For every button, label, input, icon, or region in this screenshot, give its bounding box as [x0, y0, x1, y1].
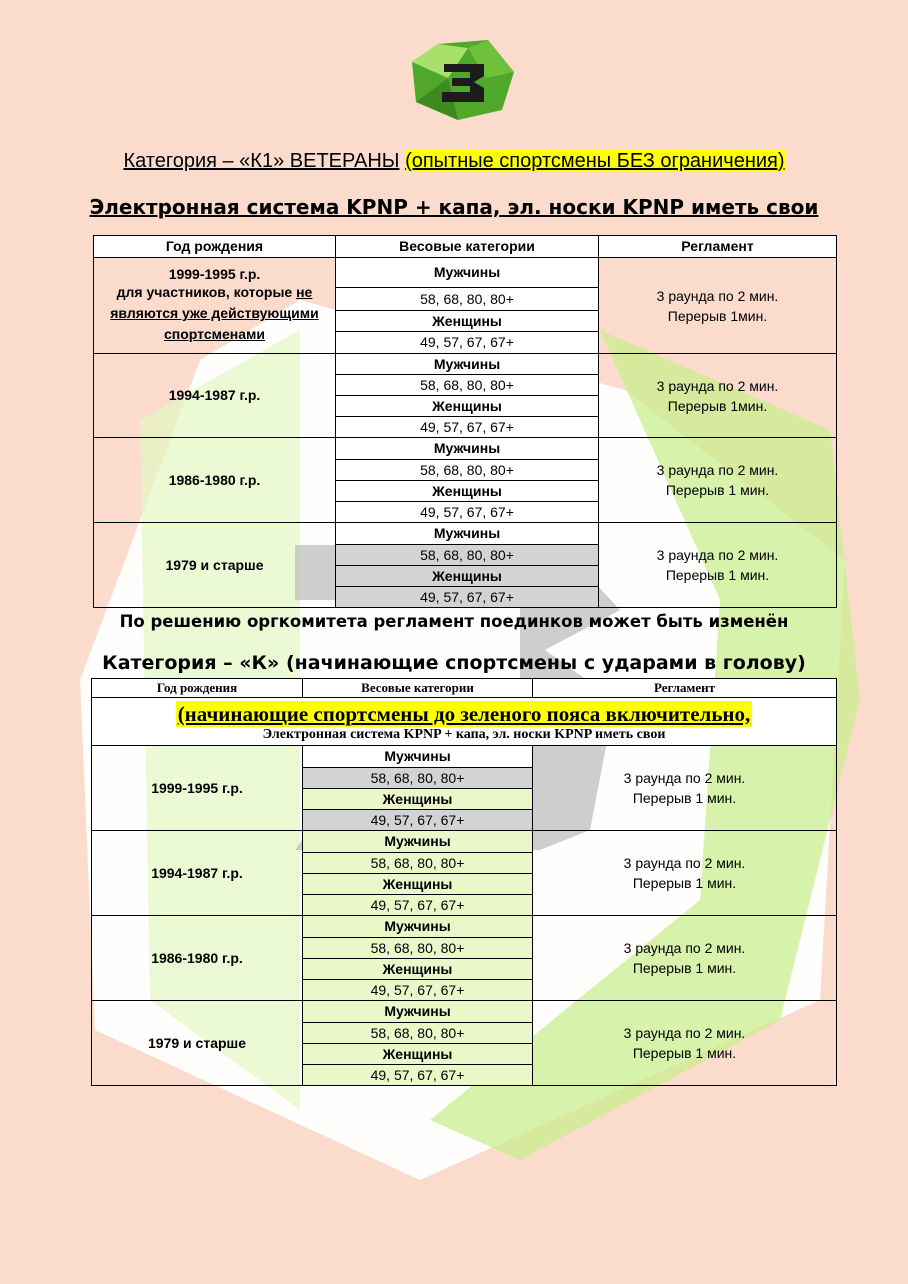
reg-break: Перерыв 1 мин.: [665, 482, 770, 498]
organizing-committee-note: По решению оргкомитета регламент поединков может быть изменён: [119, 612, 789, 631]
women-weights: 49, 57, 67, 67+: [303, 810, 533, 831]
women-weights: 49, 57, 67, 67+: [336, 502, 599, 523]
subheader-system: Электронная система KPNP + капа, эл. носки KPNP иметь свои: [262, 726, 666, 742]
year-label: 1999-1995 г.р.: [168, 265, 261, 282]
year-label: 1979 и старше: [94, 523, 336, 608]
reg-cell: [599, 258, 837, 354]
women-weights: 49, 57, 67, 67+: [303, 895, 533, 916]
reg-cell: [533, 746, 837, 831]
subheader-highlight: (начинающие спортсмены до зеленого пояса включительно,: [177, 701, 751, 726]
men-weights: 58, 68, 80, 80+: [336, 460, 599, 481]
category-k1-table: [93, 235, 837, 608]
men-weights: 58, 68, 80, 80+: [336, 545, 599, 566]
women-label: Женщины: [303, 959, 533, 980]
men-label: Мужчины: [303, 916, 533, 938]
category-k-title: Категория – «К» (начинающие спортсмены с ударами в голову): [102, 652, 806, 674]
men-label: Мужчины: [336, 258, 599, 288]
table-row-year: [94, 258, 336, 354]
men-weights: 58, 68, 80, 80+: [303, 853, 533, 874]
men-weights: 58, 68, 80, 80+: [303, 938, 533, 959]
year-label: 1994-1987 г.р.: [92, 831, 303, 916]
men-label: Мужчины: [303, 1001, 533, 1023]
reg-break: Перерыв 1 мин.: [632, 1045, 737, 1061]
women-label: Женщины: [336, 311, 599, 332]
women-weights: 49, 57, 67, 67+: [303, 980, 533, 1001]
header-weight: Весовые категории: [336, 236, 599, 258]
year-label: 1979 и старше: [92, 1001, 303, 1086]
reg-cell: [533, 1001, 837, 1086]
reg-rounds: 3 раунда по 2 мин.: [623, 1025, 746, 1041]
header-weight: Весовые категории: [303, 679, 533, 698]
men-weights: 58, 68, 80, 80+: [303, 768, 533, 789]
reg-break: Перерыв 1 мин.: [632, 790, 737, 806]
year-label: 1994-1987 г.р.: [94, 354, 336, 438]
reg-rounds: 3 раунда по 2 мин.: [656, 377, 779, 394]
women-label: Женщины: [303, 789, 533, 810]
year-note-ne: не: [296, 284, 313, 301]
reg-break: Перерыв 1мин.: [667, 397, 768, 414]
women-label: Женщины: [303, 1044, 533, 1065]
reg-cell: [533, 916, 837, 1001]
women-label: Женщины: [303, 874, 533, 895]
reg-break: Перерыв 1мин.: [667, 307, 768, 324]
reg-rounds: 3 раунда по 2 мин.: [623, 855, 746, 871]
system-k1-title: Электронная система KPNP + капа, эл. носки KPNP иметь свои: [89, 195, 819, 219]
men-weights: 58, 68, 80, 80+: [303, 1023, 533, 1044]
women-label: Женщины: [336, 481, 599, 502]
reg-cell: [599, 438, 837, 523]
year-label: 1999-1995 г.р.: [92, 746, 303, 831]
women-weights: 49, 57, 67, 67+: [336, 332, 599, 354]
men-weights: 58, 68, 80, 80+: [336, 375, 599, 396]
men-weights: 58, 68, 80, 80+: [336, 288, 599, 311]
women-weights: 49, 57, 67, 67+: [303, 1065, 533, 1086]
year-label: 1986-1980 г.р.: [92, 916, 303, 1001]
men-label: Мужчины: [303, 831, 533, 853]
men-label: Мужчины: [336, 438, 599, 460]
reg-cell: [599, 354, 837, 438]
reg-rounds: 3 раунда по 2 мин.: [623, 940, 746, 956]
reg-rounds: 3 раунда по 2 мин.: [656, 287, 779, 304]
men-label: Мужчины: [336, 523, 599, 545]
year-label: 1986-1980 г.р.: [94, 438, 336, 523]
header-reg: Регламент: [533, 679, 837, 698]
subheader: [92, 698, 837, 746]
header-reg: Регламент: [599, 236, 837, 258]
header-year: Год рождения: [94, 236, 336, 258]
women-weights: 49, 57, 67, 67+: [336, 417, 599, 438]
year-note-c: спортсменами: [164, 326, 265, 343]
year-note-b: являются уже действующими: [110, 305, 319, 322]
reg-rounds: 3 раунда по 2 мин.: [656, 547, 779, 563]
reg-rounds: 3 раунда по 2 мин.: [656, 462, 779, 478]
category-k-table: [91, 678, 837, 1086]
women-label: Женщины: [336, 566, 599, 587]
year-note: для участников, которые: [116, 284, 297, 301]
men-label: Мужчины: [303, 746, 533, 768]
category-k1-highlight: (опытные спортсмены БЕЗ ограничения): [405, 150, 785, 172]
reg-break: Перерыв 1 мин.: [665, 567, 770, 583]
header-year: Год рождения: [92, 679, 303, 698]
women-weights: 49, 57, 67, 67+: [336, 587, 599, 608]
men-label: Мужчины: [336, 354, 599, 375]
reg-break: Перерыв 1 мин.: [632, 875, 737, 891]
category-k1-prefix: Категория – «К1» ВЕТЕРАНЫ: [123, 150, 400, 172]
reg-cell: [599, 523, 837, 608]
reg-cell: [533, 831, 837, 916]
women-label: Женщины: [336, 396, 599, 417]
reg-break: Перерыв 1 мин.: [632, 960, 737, 976]
category-k1-title: [0, 150, 908, 173]
reg-rounds: 3 раунда по 2 мин.: [623, 770, 746, 786]
green-hexagon-3-logo: [408, 38, 520, 122]
